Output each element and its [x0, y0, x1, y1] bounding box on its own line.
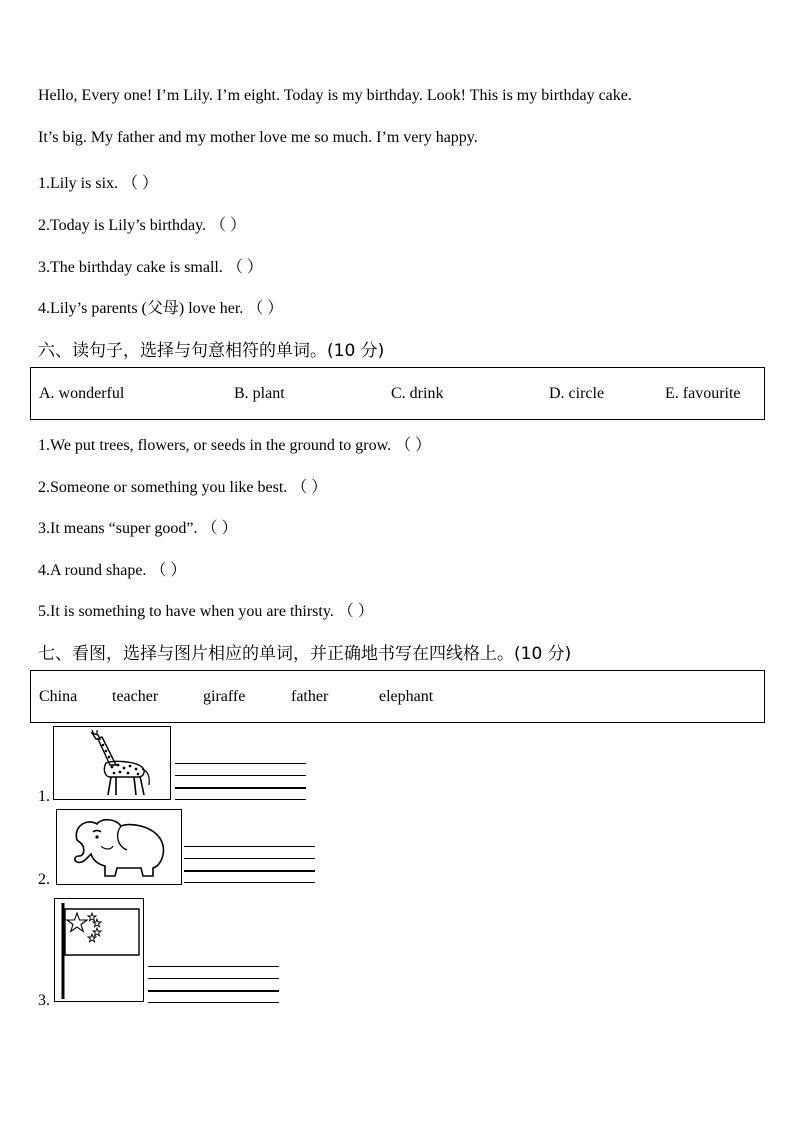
- section-6-question-1: 1.We put trees, flowers, or seeds in the ground to grow. （ ）: [38, 437, 432, 454]
- section-6-question-5: 5.It is something to have when you are thirsty. （ ）: [38, 603, 374, 620]
- four-line-grid-2[interactable]: [184, 846, 315, 884]
- passage-line-2: It’s big. My father and my mother love me so much. I’m very happy.: [38, 129, 478, 146]
- passage-line-1: Hello, Every one! I’m Lily. I’m eight. Today is my birthday. Look! This is my birthday cake.: [38, 87, 632, 104]
- four-line-grid-3[interactable]: [148, 966, 279, 1004]
- passage-question-1: 1.Lily is six. （ ）: [38, 175, 159, 192]
- section-6-question-4: 4.A round shape. （ ）: [38, 562, 187, 579]
- option-d: D. circle: [549, 385, 605, 402]
- china-flag-icon: [54, 898, 144, 1002]
- word-father: father: [291, 688, 329, 705]
- passage-question-4: 4.Lily’s parents (父母) love her. （ ）: [38, 300, 284, 317]
- passage-question-3: 3.The birthday cake is small. （ ）: [38, 259, 263, 276]
- section-6-question-3: 3.It means “super good”. （ ）: [38, 520, 238, 537]
- word-elephant: elephant: [379, 688, 434, 705]
- section-6-heading: 六、读句子，选择与句意相符的单词。(10 分): [38, 341, 385, 361]
- word-giraffe: giraffe: [203, 688, 246, 705]
- word-teacher: teacher: [112, 688, 159, 705]
- section-7-heading: 七、看图，选择与图片相应的单词，并正确地书写在四线格上。(10 分): [38, 644, 572, 664]
- option-a: A. wonderful: [39, 385, 125, 402]
- word-china: China: [39, 688, 78, 705]
- option-b: B. plant: [234, 385, 285, 402]
- option-c: C. drink: [391, 385, 444, 402]
- item-3-number: 3.: [38, 992, 50, 1009]
- four-line-grid-1[interactable]: [175, 763, 306, 801]
- item-2-number: 2.: [38, 871, 50, 888]
- option-e: E. favourite: [665, 385, 741, 402]
- section-6-option-box: [30, 367, 765, 420]
- passage-question-2: 2.Today is Lily’s birthday. （ ）: [38, 217, 247, 234]
- elephant-icon: [56, 809, 182, 885]
- section-7-word-box: [30, 670, 765, 723]
- section-6-question-2: 2.Someone or something you like best. （ ）: [38, 479, 328, 496]
- giraffe-icon: [53, 726, 171, 800]
- item-1-number: 1.: [38, 788, 50, 805]
